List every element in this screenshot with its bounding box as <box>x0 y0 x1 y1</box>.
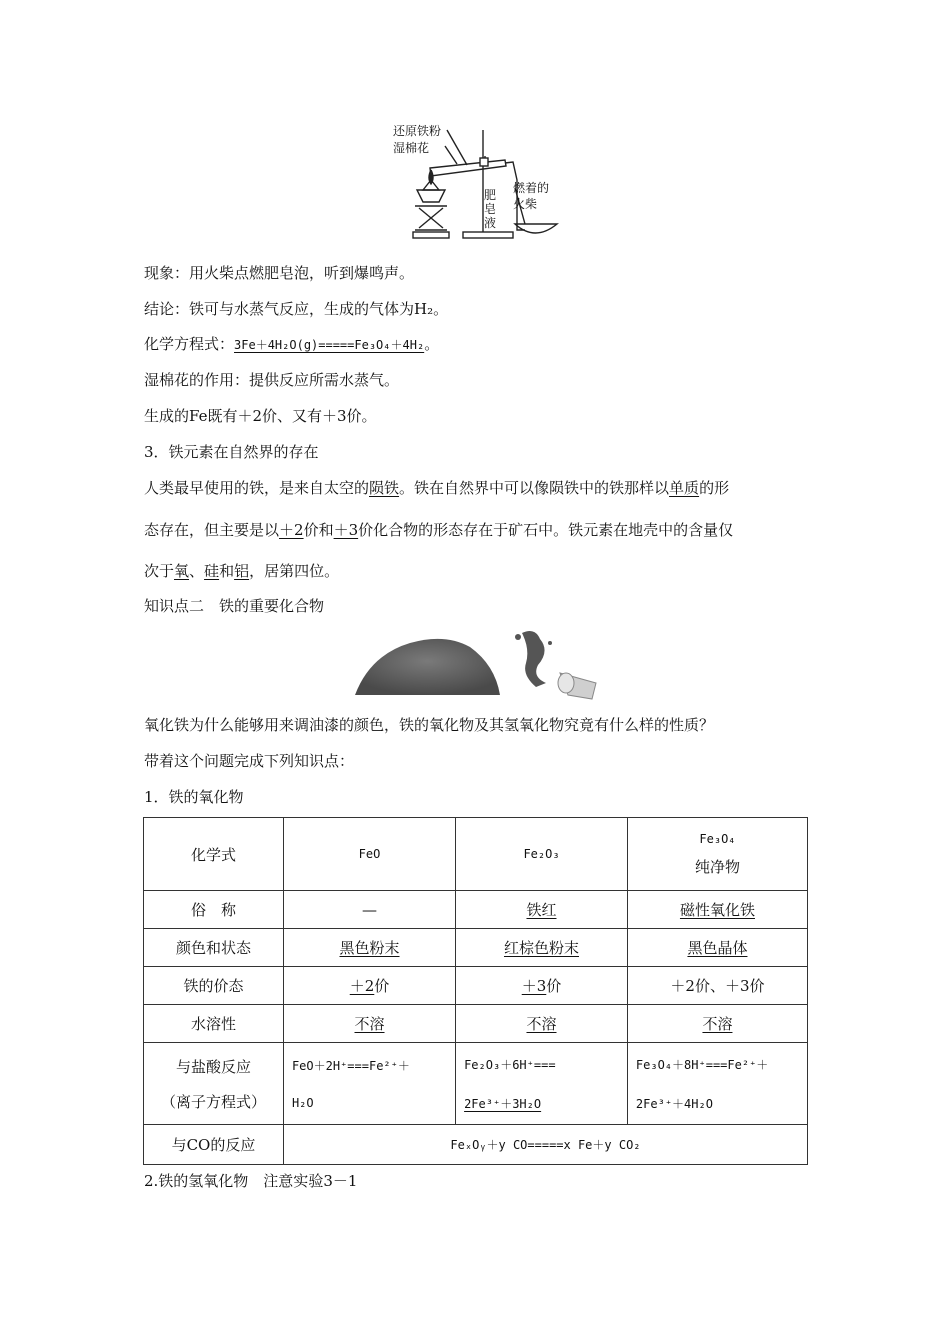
acid-label-line-2: （离子方程式） <box>160 1092 266 1111</box>
equation-prefix: 化学方程式： <box>144 335 235 353</box>
table-cell <box>627 891 807 929</box>
eq-fe3o4-line-2: 2Fe³⁺＋4H₂O <box>635 1096 713 1111</box>
blank-plus3: ＋3 <box>521 977 547 995</box>
text-span: 人类最早使用的铁，是来自太空的 <box>144 479 370 497</box>
question-text: 氧化铁为什么能够用来调油漆的颜色，铁的氧化物及其氢氧化物究竟有什么样的性质？ <box>144 716 715 734</box>
blank-black-crystal: 黑色晶体 <box>687 939 748 957</box>
section-3-title: 3．铁元素在自然界的存在 <box>144 443 319 461</box>
text-span: 的形 <box>699 479 730 497</box>
table-cell: 俗 称 <box>144 891 284 929</box>
table-row <box>144 1125 808 1165</box>
nature-para-line-3 <box>144 560 339 581</box>
table-cell <box>456 929 628 967</box>
table-row <box>144 818 808 891</box>
conclusion-text: 结论：铁可与水蒸气反应，生成的气体为H₂。 <box>144 300 449 318</box>
apparatus-figure <box>385 120 565 250</box>
eq-feo-line-2: H₂O <box>291 1096 314 1110</box>
pure-substance-label: 纯净物 <box>694 857 740 876</box>
blank-plus3: ＋3 <box>333 521 359 539</box>
eq-fe3o4-line-1: Fe₃O₄＋8H⁺===Fe²⁺＋ <box>635 1057 769 1072</box>
blank-silicon: 硅 <box>204 562 220 580</box>
cotton-role-text: 湿棉花的作用：提供反应所需水蒸气。 <box>144 371 400 389</box>
text-span: 。铁在自然界中可以像陨铁中的铁那样以 <box>399 479 670 497</box>
instruction-text: 带着这个问题完成下列知识点： <box>144 752 355 770</box>
table-cell: FeO <box>283 818 455 891</box>
section-2-title: 2.铁的氢氧化物 注意实验3－1 <box>144 1172 358 1190</box>
blank-magnetic-oxide: 磁性氧化铁 <box>679 901 755 919</box>
blank-plus2: ＋2 <box>279 521 304 539</box>
label-wet-cotton: 湿棉花 <box>393 141 430 155</box>
unit-valence: 价 <box>374 977 390 995</box>
table-cell: 与CO的反应 <box>144 1125 284 1165</box>
table-cell: — <box>283 891 455 929</box>
table-cell: ＋2价、＋3价 <box>627 967 807 1005</box>
table-row <box>144 1043 808 1125</box>
eq-fe2o3-line-2: 2Fe³⁺＋3H₂O <box>464 1096 542 1111</box>
iron-oxides-table <box>143 817 808 1165</box>
table-cell <box>283 929 455 967</box>
phenomenon-text: 现象：用火柴点燃肥皂泡，听到爆鸣声。 <box>144 264 415 282</box>
text-span: 、 <box>189 562 205 580</box>
iron-oxide-photos <box>350 625 605 700</box>
iron-oxide-powder-image <box>350 625 605 700</box>
table-cell <box>627 1005 807 1043</box>
text-span: 态存在，但主要是以 <box>144 521 280 539</box>
table-cell <box>283 1043 455 1125</box>
blank-red-brown-powder: 红棕色粉末 <box>503 939 579 957</box>
table-cell <box>456 891 628 929</box>
table-cell <box>627 929 807 967</box>
nature-para-line-2 <box>144 519 733 540</box>
equation-line <box>144 333 439 354</box>
text-span: 价化合物的形态存在于矿石中。铁元素在地壳中的含量仅 <box>358 521 734 539</box>
label-soap-solution: 肥皂液 <box>484 188 497 230</box>
text-span: 和 <box>219 562 235 580</box>
blank-black-powder: 黑色粉末 <box>339 939 400 957</box>
blank-elemental: 单质 <box>669 479 700 497</box>
table-cell <box>456 1005 628 1043</box>
knowledge-point-2-title: 知识点二 铁的重要化合物 <box>144 597 325 615</box>
label-burning-match: 燃着的火柴 <box>513 181 550 211</box>
table-cell: 铁的价态 <box>144 967 284 1005</box>
table-cell: 水溶性 <box>144 1005 284 1043</box>
table-cell: 颜色和状态 <box>144 929 284 967</box>
acid-label-line-1: 与盐酸反应 <box>175 1057 251 1076</box>
nature-para-line-1 <box>144 477 729 498</box>
table-cell <box>283 1005 455 1043</box>
blank-insoluble: 不溶 <box>702 1015 733 1033</box>
blank-aluminum: 铝 <box>234 562 250 580</box>
table-cell: 化学式 <box>144 818 284 891</box>
equation-iron-steam: 3Fe＋4H₂O(g)=====Fe₃O₄＋4H₂ <box>234 338 425 352</box>
table-cell <box>627 818 807 891</box>
table-row <box>144 929 808 967</box>
table-cell <box>627 1043 807 1125</box>
table-row <box>144 967 808 1005</box>
text-span: ，居第四位。 <box>249 562 340 580</box>
eq-fe2o3-line-1: Fe₂O₃＋6H⁺=== <box>464 1057 556 1072</box>
table-cell <box>456 967 628 1005</box>
section-1-title: 1．铁的氧化物 <box>144 788 244 806</box>
valence-text: 生成的Fe既有＋2价、又有＋3价。 <box>144 407 377 425</box>
formula-fe3o4: Fe₃O₄ <box>699 831 736 846</box>
table-cell-co-equation: FeₓOᵧ＋y CO=====x Fe＋y CO₂ <box>283 1125 807 1165</box>
unit-valence: 价 <box>546 977 562 995</box>
blank-meteorite-iron: 陨铁 <box>369 479 400 497</box>
table-cell <box>283 967 455 1005</box>
text-span: 次于 <box>144 562 175 580</box>
table-cell <box>144 1043 284 1125</box>
blank-plus2: ＋2 <box>349 977 375 995</box>
label-iron-powder: 还原铁粉 <box>393 124 442 138</box>
blank-oxygen: 氧 <box>174 562 190 580</box>
table-row <box>144 891 808 929</box>
blank-insoluble: 不溶 <box>526 1015 557 1033</box>
blank-iron-red: 铁红 <box>526 901 557 919</box>
table-row <box>144 1005 808 1043</box>
eq-feo-line-1: FeO＋2H⁺===Fe²⁺＋ <box>291 1059 410 1073</box>
blank-insoluble: 不溶 <box>354 1015 385 1033</box>
table-cell <box>456 1043 628 1125</box>
table-cell: Fe₂O₃ <box>456 818 628 891</box>
text-span: 价和 <box>303 521 334 539</box>
equation-suffix: 。 <box>424 335 440 353</box>
